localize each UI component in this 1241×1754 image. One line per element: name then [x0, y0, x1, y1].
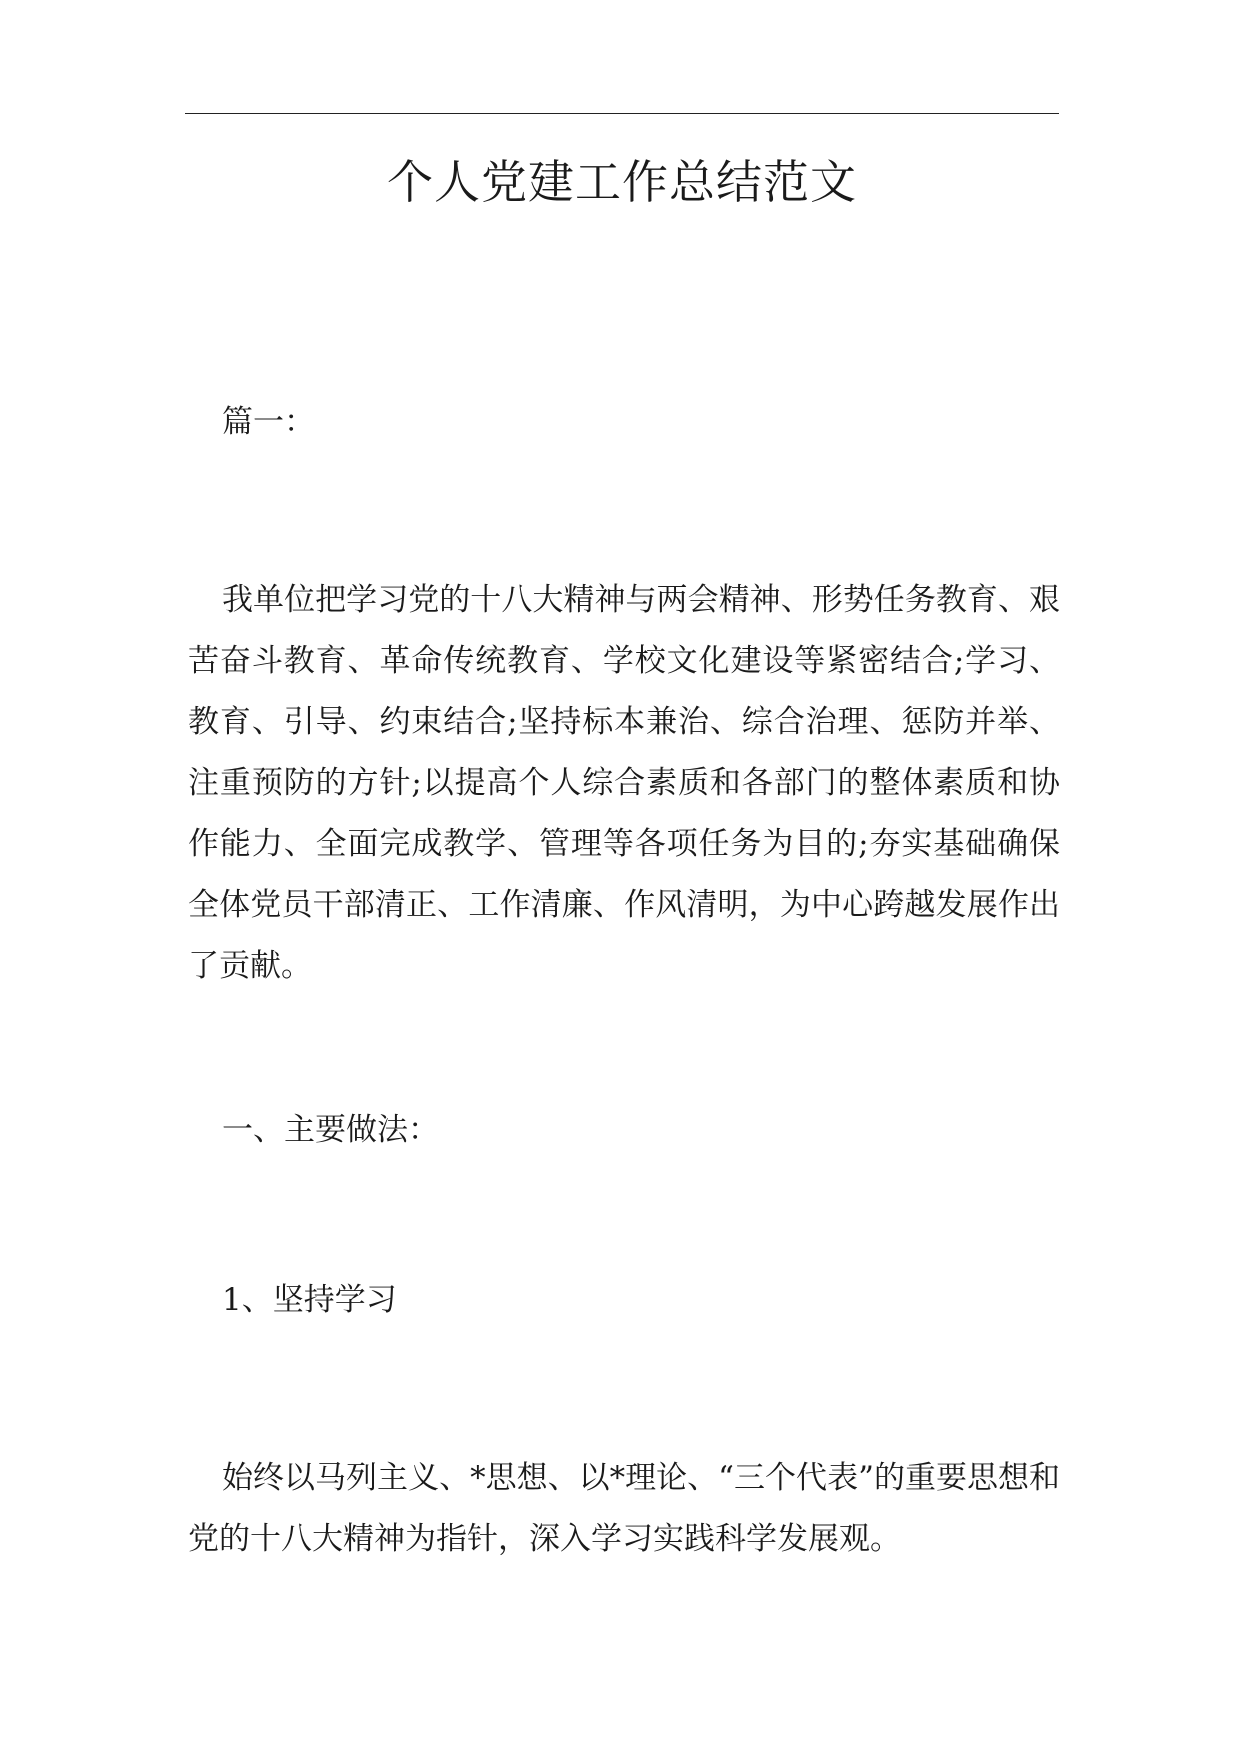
subheading-study: 1、坚持学习 — [222, 1282, 397, 1318]
section-label: 篇一： — [222, 404, 315, 440]
document-title: 个人党建工作总结范文 — [387, 155, 857, 209]
intro-paragraph: 我单位把学习党的十八大精神与两会精神、形势任务教育、艰苦奋斗教育、革命传统教育、学校文化建设等紧密结合;学习、教育、引导、约束结合;坚持标本兼治、综合治理、惩防并举、注重预防的方针;以提高个人综合素质和各部门的整体素质和协作能力、全面完成教学、管理等各项任务为目的;夯实基础确保全体党员干部清正、工作清廉、作风清明，为中心跨越发展作出了贡献。 — [188, 582, 1060, 984]
heading-main-practices: 一、主要做法： — [222, 1112, 439, 1148]
study-paragraph: 始终以马列主义、*思想、以*理论、“三个代表”的重要思想和党的十八大精神为指针，深入学习实践科学发展观。 — [188, 1460, 1060, 1557]
header-rule — [185, 113, 1059, 114]
